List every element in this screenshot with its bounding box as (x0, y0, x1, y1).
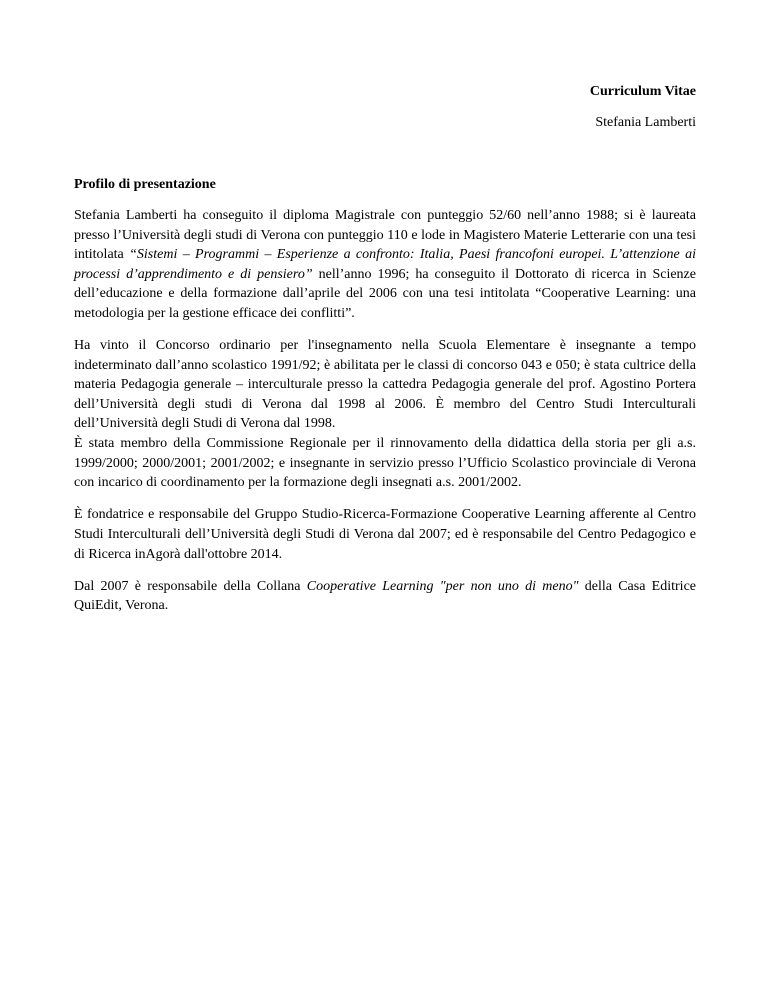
paragraph-text: Dal 2007 è responsabile della Collana (74, 578, 307, 594)
paragraph-editor (74, 577, 696, 616)
paragraph-text: Ha vinto il Concorso ordinario per l'insegnamento nella Scuola Elementare è insegnante a tempo indeterminato dall’anno scolastico 1991/92; è abilitata per le classi di concorso 043 e 050; è stata cultrice della materia Pedagogia generale – interculturale presso la cattedra Pedagogia generale del prof. Agostino Portera dell’Università degli studi di Verona dal 1998 al 2006. È membro del Centro Studi Interculturali dell’Università degli Studi di Verona dal 1998. (74, 338, 696, 432)
series-title: Cooperative Learning "per non uno di meno" (306, 578, 579, 594)
paragraph-text: È stata membro della Commissione Regionale per il rinnovamento della didattica della storia per gli a.s. 1999/2000; 2000/2001; 2001/2002; e insegnante in servizio presso l’Ufficio Scolastico provinciale di Verona con incarico di coordinamento per la formazione degli insegnati a.s. 2001/2002. (74, 436, 696, 491)
thesis-title: “Sistemi – Programmi – Esperienze a confronto: Italia, Paesi francofoni europei. L’attenzione ai processi d’apprendimento e di pensiero” (74, 247, 697, 282)
document-title: Curriculum Vitae (589, 84, 696, 99)
paragraph-career (74, 336, 696, 493)
paragraph-education (74, 206, 696, 324)
paragraph-founder (74, 505, 696, 564)
author-name: Stefania Lamberti (595, 115, 696, 130)
paragraph-text: nell’anno 1996; ha conseguito il Dottorato di ricerca in Scienze dell’educazione e della formazione dall’aprile del 2006 con una tesi intitolata “Cooperative Learning: una metodologia per la gestione efficace dei conflitti”. (74, 266, 696, 321)
section-heading: Profilo di presentazione (74, 177, 216, 192)
paragraph-text: Stefania Lamberti ha conseguito il diploma Magistrale con punteggio 52/60 nell’anno 1988; si è laureata presso l’Università degli studi di Verona con punteggio 110 e lode in Magistero Materie Letterarie con una tesi intitolata (74, 208, 696, 263)
paragraph-text: della Casa Editrice QuiEdit, Verona. (74, 578, 696, 614)
paragraph-text: È fondatrice e responsabile del Gruppo Studio-Ricerca-Formazione Cooperative Learning afferente al Centro Studi Interculturali dell’Università degli Studi di Verona dal 2007; ed è responsabile del Centro Pedagogico e di Ricerca inAgorà dall'ottobre 2014. (74, 507, 696, 562)
profile-body (74, 206, 696, 628)
